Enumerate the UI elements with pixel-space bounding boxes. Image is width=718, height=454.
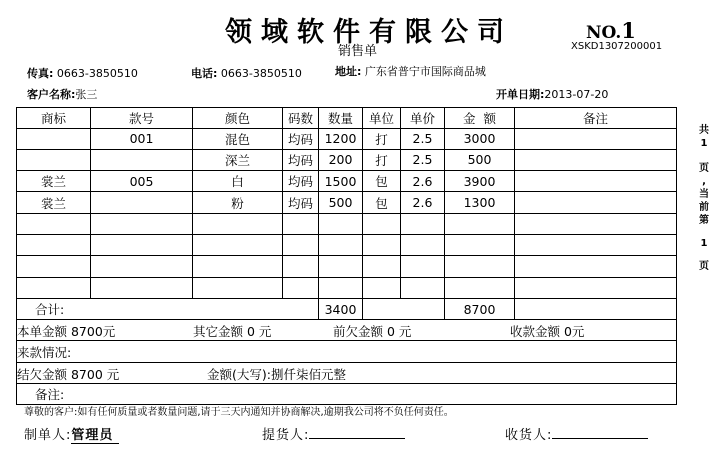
cell-unit-price xyxy=(401,256,445,277)
cell-amount: 3900 xyxy=(445,171,515,192)
picker-label: 提货人: xyxy=(262,428,310,443)
cell-size: 均码 xyxy=(283,149,319,170)
header-style-no: 款号 xyxy=(91,108,193,129)
cell-amount xyxy=(445,213,515,234)
cell-size: 均码 xyxy=(283,128,319,149)
cell-brand: 裳兰 xyxy=(17,192,91,213)
receiver-label: 收货人: xyxy=(505,428,553,443)
page-char: 第 xyxy=(699,215,709,226)
receiver-signature xyxy=(505,424,648,443)
cell-amount xyxy=(445,256,515,277)
cell-style-no xyxy=(91,234,193,255)
cell-brand: 裳兰 xyxy=(17,171,91,192)
previous-owed: 前欠金额 0 元 xyxy=(333,324,412,340)
cell-quantity xyxy=(319,234,363,255)
cell-brand xyxy=(17,277,91,298)
cell-color: 白 xyxy=(193,171,283,192)
page-char: 前 xyxy=(699,202,709,213)
header-remark: 备注 xyxy=(515,108,677,129)
cell-color xyxy=(193,234,283,255)
page-indicator xyxy=(698,124,710,273)
balance-amount: 结欠金额 8700 元 xyxy=(17,366,120,382)
maker-value: 管理员 xyxy=(71,424,119,444)
fax-label: 传真: xyxy=(27,67,54,80)
total-amount: 8700 xyxy=(445,298,515,319)
header-quantity: 数量 xyxy=(319,108,363,129)
fax-line xyxy=(27,65,138,81)
cell-style-no: 001 xyxy=(91,128,193,149)
cell-style-no: 005 xyxy=(91,171,193,192)
cell-amount xyxy=(445,234,515,255)
cell-remark xyxy=(515,149,677,170)
cell-quantity: 1200 xyxy=(319,128,363,149)
header-unit-price: 单价 xyxy=(401,108,445,129)
cell-amount: 500 xyxy=(445,149,515,170)
phone-value: 0663-3850510 xyxy=(220,67,302,80)
cell-color xyxy=(193,277,283,298)
receiver-line[interactable] xyxy=(552,424,648,439)
table-row xyxy=(17,171,677,192)
table-header-row xyxy=(17,108,677,129)
summary-cell xyxy=(17,320,677,341)
customer-value: 张三 xyxy=(75,88,98,101)
fax-value: 0663-3850510 xyxy=(56,67,138,80)
cell-color xyxy=(193,213,283,234)
address-label: 地址: xyxy=(335,65,362,78)
table-row xyxy=(17,234,677,255)
address-line xyxy=(335,63,486,79)
page-char: 1 xyxy=(700,238,708,249)
cell-quantity: 1500 xyxy=(319,171,363,192)
cell-quantity xyxy=(319,256,363,277)
cell-brand xyxy=(17,256,91,277)
picker-signature xyxy=(262,424,405,443)
other-amount: 其它金额 0 元 xyxy=(193,324,272,340)
cell-style-no xyxy=(91,256,193,277)
cell-remark xyxy=(515,171,677,192)
company-title: 领域软件有限公司 xyxy=(225,17,513,48)
phone-label: 电话: xyxy=(191,67,218,80)
page-char: 页 xyxy=(699,163,709,174)
cell-unit-price xyxy=(401,277,445,298)
payment-row xyxy=(17,341,677,362)
cell-unit: 包 xyxy=(363,171,401,192)
remarks-label: 备注: xyxy=(17,384,677,405)
document-id: XSKD1307200001 xyxy=(571,41,663,52)
header-amount: 金 额 xyxy=(445,108,515,129)
cell-size xyxy=(283,277,319,298)
summary-row xyxy=(17,320,677,341)
table-row xyxy=(17,128,677,149)
cell-style-no xyxy=(91,149,193,170)
date-line xyxy=(496,86,608,102)
cell-style-no xyxy=(91,277,193,298)
date-label: 开单日期: xyxy=(496,88,545,101)
cell-quantity xyxy=(319,277,363,298)
header-size: 码数 xyxy=(283,108,319,129)
cell-size: 均码 xyxy=(283,171,319,192)
document-subtitle: 销售单 xyxy=(338,44,378,59)
cell-remark xyxy=(515,213,677,234)
cell-unit-price: 2.6 xyxy=(401,171,445,192)
bill-amount: 本单金额 8700元 xyxy=(17,324,116,340)
balance-cell xyxy=(17,362,677,383)
address-value: 广东省普宁市国际商品城 xyxy=(364,65,486,78)
balance-row xyxy=(17,362,677,383)
cell-unit-price xyxy=(401,234,445,255)
amount-in-words: 金额(大写):捌仟柒佰元整 xyxy=(207,366,346,382)
cell-amount xyxy=(445,277,515,298)
header-unit: 单位 xyxy=(363,108,401,129)
customer-label: 客户名称: xyxy=(27,88,76,101)
number-value: 1 xyxy=(621,18,636,43)
cell-unit xyxy=(363,234,401,255)
table-row xyxy=(17,256,677,277)
maker-label: 制单人: xyxy=(24,428,72,443)
cell-amount: 1300 xyxy=(445,192,515,213)
cell-unit-price xyxy=(401,213,445,234)
cell-unit-price: 2.6 xyxy=(401,192,445,213)
total-label: 合计: xyxy=(17,298,319,319)
phone-line xyxy=(191,65,302,81)
cell-color: 粉 xyxy=(193,192,283,213)
table-row xyxy=(17,149,677,170)
date-value: 2013-07-20 xyxy=(544,88,609,101)
remarks-row xyxy=(17,384,677,405)
header-brand: 商标 xyxy=(17,108,91,129)
sales-table xyxy=(16,107,677,405)
payment-label: 来款情况: xyxy=(17,341,677,362)
cell-brand xyxy=(17,128,91,149)
table-row xyxy=(17,192,677,213)
cell-size xyxy=(283,234,319,255)
total-row xyxy=(17,298,677,319)
cell-color: 深兰 xyxy=(193,149,283,170)
number-prefix: NO. xyxy=(586,23,622,43)
received-amount: 收款金额 0元 xyxy=(510,324,585,340)
cell-brand xyxy=(17,149,91,170)
cell-brand xyxy=(17,213,91,234)
page-char: 1 xyxy=(700,138,708,149)
page-char: 页 xyxy=(699,261,709,272)
customer-notice: 尊敬的客户:如有任何质量或者数量问题,请于三天内通知并协商解决,逾期我公司将不负任何责任。 xyxy=(24,407,454,418)
total-quantity: 3400 xyxy=(319,298,363,319)
cell-quantity: 200 xyxy=(319,149,363,170)
total-empty-cell xyxy=(363,298,445,319)
customer-line xyxy=(27,86,97,102)
picker-line[interactable] xyxy=(309,424,405,439)
cell-remark xyxy=(515,128,677,149)
cell-remark xyxy=(515,277,677,298)
cell-unit xyxy=(363,213,401,234)
document-number xyxy=(586,18,636,43)
cell-size: 均码 xyxy=(283,192,319,213)
page-char: , xyxy=(702,176,706,187)
cell-unit: 打 xyxy=(363,149,401,170)
cell-unit xyxy=(363,277,401,298)
cell-unit xyxy=(363,256,401,277)
cell-brand xyxy=(17,234,91,255)
cell-remark xyxy=(515,234,677,255)
cell-quantity: 500 xyxy=(319,192,363,213)
cell-remark xyxy=(515,192,677,213)
cell-size xyxy=(283,213,319,234)
cell-color xyxy=(193,256,283,277)
page-char: 当 xyxy=(699,189,709,200)
cell-style-no xyxy=(91,213,193,234)
cell-color: 混色 xyxy=(193,128,283,149)
cell-unit: 打 xyxy=(363,128,401,149)
header-color: 颜色 xyxy=(193,108,283,129)
cell-style-no xyxy=(91,192,193,213)
page-char: 共 xyxy=(699,125,709,136)
cell-unit-price: 2.5 xyxy=(401,128,445,149)
cell-size xyxy=(283,256,319,277)
cell-unit: 包 xyxy=(363,192,401,213)
cell-quantity xyxy=(319,213,363,234)
cell-unit-price: 2.5 xyxy=(401,149,445,170)
total-remark-cell xyxy=(515,298,677,319)
table-row xyxy=(17,277,677,298)
table-row xyxy=(17,213,677,234)
maker-signature xyxy=(24,424,119,444)
cell-amount: 3000 xyxy=(445,128,515,149)
cell-remark xyxy=(515,256,677,277)
